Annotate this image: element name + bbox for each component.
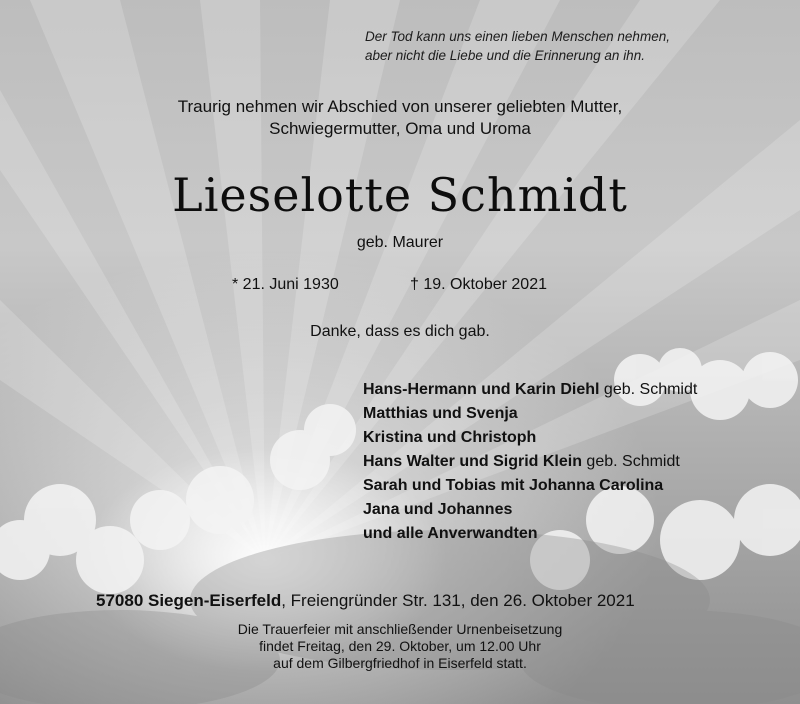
family-note: geb. Schmidt — [599, 381, 698, 398]
quote-line: Der Tod kann uns einen lieben Menschen nehmen, — [365, 29, 670, 44]
family-names: Jana und Johannes — [363, 501, 513, 518]
address-line — [96, 591, 635, 611]
family-entry — [363, 522, 697, 546]
family-entry — [363, 402, 697, 426]
service-line: Die Trauerfeier mit anschließender Urnenbeisetzung — [237, 621, 563, 637]
intro-text — [0, 96, 800, 140]
family-note: geb. Schmidt — [581, 453, 680, 470]
memorial-quote — [365, 27, 670, 65]
service-info — [0, 621, 800, 672]
quote-line: aber nicht die Liebe und die Erinnerung an ihn. — [365, 48, 645, 63]
address-place: 57080 Siegen-Eiserfeld — [96, 591, 282, 610]
birth-name: geb. Maurer — [356, 234, 444, 251]
intro-line: Schwiegermutter, Oma und Uroma — [269, 119, 531, 138]
service-line: auf dem Gilbergfriedhof in Eiserfeld statt. — [273, 655, 527, 671]
family-names: Hans-Hermann und Karin Diehl — [363, 381, 600, 398]
family-entry — [363, 474, 697, 498]
thanks-line: Danke, dass es dich gab. — [310, 323, 490, 340]
family-names: Kristina und Christoph — [363, 429, 537, 446]
family-entry — [363, 378, 697, 402]
family-names: und alle Anverwandten — [363, 525, 538, 542]
family-names: Sarah und Tobias mit Johanna Carolina — [363, 477, 664, 494]
service-line: findet Freitag, den 29. Oktober, um 12.00 Uhr — [259, 638, 541, 654]
family-names: Hans Walter und Sigrid Klein — [363, 453, 582, 470]
address-rest: , Freiengründer Str. 131, den 26. Oktober 2021 — [281, 591, 635, 610]
family-entry — [363, 450, 697, 474]
birth-date: * 21. Juni 1930 — [232, 276, 339, 293]
family-entry — [363, 426, 697, 450]
death-date: † 19. Oktober 2021 — [410, 276, 547, 293]
family-list — [363, 378, 697, 546]
family-names: Matthias und Svenja — [363, 405, 518, 422]
intro-line: Traurig nehmen wir Abschied von unserer geliebten Mutter, — [177, 97, 623, 116]
family-entry — [363, 498, 697, 522]
deceased-name: Lieselotte Schmidt — [172, 168, 628, 222]
